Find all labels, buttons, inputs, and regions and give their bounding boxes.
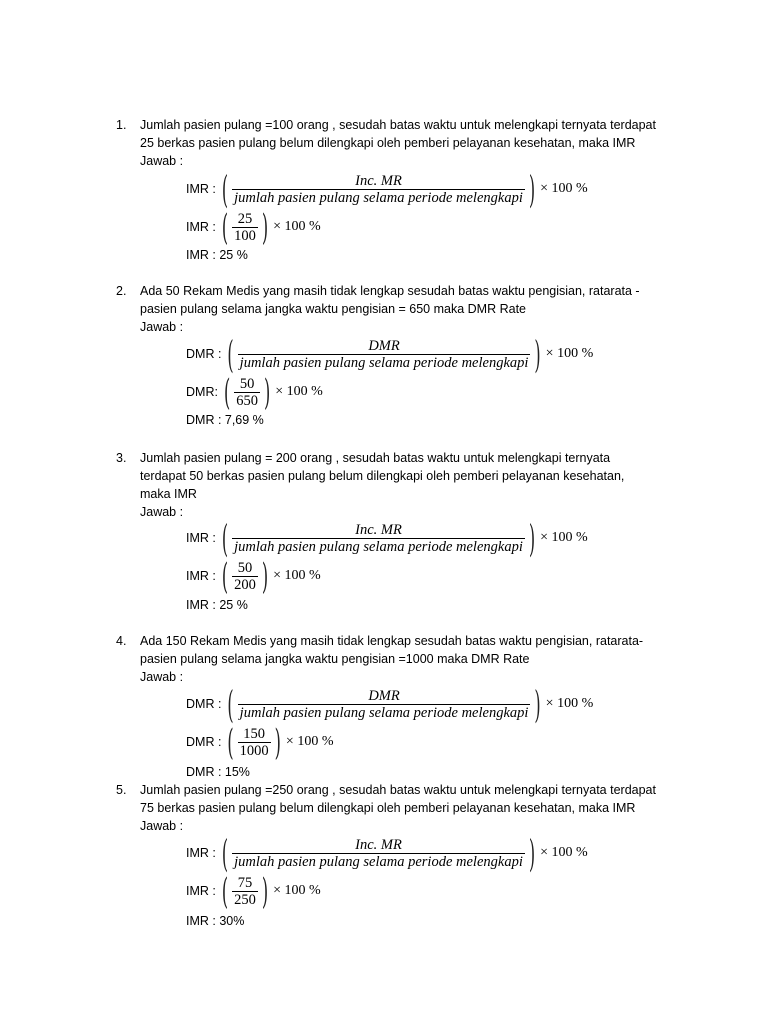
fraction	[230, 173, 527, 206]
fraction-numerator: Inc. MR	[355, 836, 402, 853]
calculation	[186, 872, 321, 910]
problem-line: Jumlah pasien pulang =250 orang , sesudah batas waktu untuk melengkapi ternyata terdapat	[140, 783, 656, 797]
calculation	[186, 373, 323, 411]
fraction-numerator: 50	[239, 375, 255, 392]
fraction	[230, 875, 260, 908]
fraction-denominator: jumlah pasien pulang selama periode melengkapi	[234, 853, 523, 870]
formula-label: DMR :	[186, 697, 222, 711]
fraction	[230, 211, 260, 244]
fraction	[230, 560, 260, 593]
calculation	[186, 723, 333, 761]
fraction	[236, 726, 273, 759]
fraction-numerator: 150	[243, 725, 266, 742]
fraction-denominator: jumlah pasien pulang selama periode melengkapi	[239, 704, 529, 721]
times-hundred-percent: × 100 %	[540, 530, 588, 545]
result: DMR : 15%	[186, 765, 250, 779]
times-hundred-percent: × 100 %	[545, 346, 594, 361]
fraction-denominator: 200	[234, 576, 256, 593]
fraction-numerator: DMR	[368, 337, 400, 354]
fraction-numerator: 50	[237, 559, 253, 576]
fraction	[236, 338, 533, 371]
left-paren: (	[227, 331, 234, 377]
problem-number: 1.	[116, 118, 127, 132]
formula-label: IMR :	[186, 531, 216, 545]
times-hundred-percent: × 100 %	[273, 883, 321, 898]
fraction-denominator: 1000	[239, 742, 269, 759]
right-paren: )	[534, 331, 541, 377]
right-paren: )	[534, 681, 541, 727]
problem-text	[140, 116, 685, 170]
fraction-numerator: Inc. MR	[355, 521, 402, 538]
fraction-denominator: jumlah pasien pulang selama periode melengkapi	[234, 538, 523, 555]
left-paren: (	[221, 830, 229, 876]
problem-number: 3.	[116, 451, 127, 465]
problem-number: 4.	[116, 634, 127, 648]
problem-text	[140, 781, 685, 835]
right-paren: )	[528, 515, 536, 561]
fraction-denominator: jumlah pasien pulang selama periode melengkapi	[239, 354, 529, 371]
right-paren: )	[274, 721, 281, 763]
fraction-denominator: 100	[234, 227, 256, 244]
result: IMR : 25 %	[186, 248, 248, 262]
problem-line: 75 berkas pasien pulang belum dilengkapi oleh pemberi pelayanan kesehatan, maka IMR	[140, 801, 636, 815]
answer-label: Jawab :	[140, 670, 184, 684]
general-formula	[186, 830, 588, 876]
problem-text	[140, 632, 685, 686]
fraction	[230, 837, 527, 870]
problem-text	[140, 282, 685, 336]
left-paren: (	[221, 515, 229, 561]
left-paren: (	[221, 870, 229, 912]
problem-line: terdapat 50 berkas pasien pulang belum dilengkapi oleh pemberi pelayanan kesehatan,	[140, 469, 625, 483]
problem-line: Ada 50 Rekam Medis yang masih tidak lengkap sesudah batas waktu pengisian, ratarata -	[140, 284, 640, 298]
right-paren: )	[261, 206, 269, 248]
calc-label: IMR :	[186, 884, 216, 898]
times-hundred-percent: × 100 %	[545, 696, 594, 711]
left-paren: (	[227, 681, 234, 727]
problem-line: Ada 150 Rekam Medis yang masih tidak lengkap sesudah batas waktu pengisian, ratarata-	[140, 634, 644, 648]
formula-label: IMR :	[186, 182, 216, 196]
fraction	[236, 688, 533, 721]
left-paren: (	[221, 166, 229, 212]
fraction-denominator: 250	[234, 891, 256, 908]
left-paren: (	[221, 555, 229, 597]
times-hundred-percent: × 100 %	[275, 384, 323, 399]
fraction-numerator: 25	[237, 210, 253, 227]
result: IMR : 30%	[186, 914, 245, 928]
times-hundred-percent: × 100 %	[540, 845, 588, 860]
answer-label: Jawab :	[140, 819, 184, 833]
calc-label: DMR :	[186, 735, 222, 749]
result: DMR : 7,69 %	[186, 413, 264, 427]
times-hundred-percent: × 100 %	[285, 734, 334, 749]
fraction-numerator: DMR	[368, 687, 400, 704]
calculation	[186, 557, 321, 595]
problem-line: pasien pulang selama jangka waktu pengisian =1000 maka DMR Rate	[140, 652, 530, 666]
formula-label: IMR :	[186, 846, 216, 860]
right-paren: )	[261, 870, 269, 912]
formula-label: DMR :	[186, 347, 222, 361]
times-hundred-percent: × 100 %	[273, 568, 321, 583]
calculation	[186, 208, 321, 246]
problem-line: Jumlah pasien pulang =100 orang , sesudah batas waktu untuk melengkapi ternyata terdapat	[140, 118, 656, 132]
times-hundred-percent: × 100 %	[540, 181, 588, 196]
right-paren: )	[261, 555, 269, 597]
left-paren: (	[221, 206, 229, 248]
general-formula	[186, 681, 594, 727]
calc-label: IMR :	[186, 220, 216, 234]
result: IMR : 25 %	[186, 598, 248, 612]
fraction-denominator: jumlah pasien pulang selama periode melengkapi	[234, 189, 523, 206]
fraction	[232, 376, 262, 409]
right-paren: )	[263, 371, 271, 413]
left-paren: (	[223, 371, 231, 413]
problem-number: 2.	[116, 284, 127, 298]
problem-text	[140, 449, 685, 521]
problem-line: pasien pulang selama jangka waktu pengisian = 650 maka DMR Rate	[140, 302, 526, 316]
fraction-numerator: Inc. MR	[355, 172, 402, 189]
general-formula	[186, 166, 588, 212]
problem-line: Jumlah pasien pulang = 200 orang , sesudah batas waktu untuk melengkapi ternyata	[140, 451, 611, 465]
fraction-denominator: 650	[236, 392, 258, 409]
problem-number: 5.	[116, 783, 127, 797]
problem-line: maka IMR	[140, 487, 197, 501]
left-paren: (	[227, 721, 234, 763]
answer-label: Jawab :	[140, 154, 184, 168]
general-formula	[186, 515, 588, 561]
general-formula	[186, 331, 594, 377]
calc-label: IMR :	[186, 569, 216, 583]
right-paren: )	[528, 830, 536, 876]
answer-label: Jawab :	[140, 320, 184, 334]
right-paren: )	[528, 166, 536, 212]
fraction	[230, 522, 527, 555]
problem-line: 25 berkas pasien pulang belum dilengkapi oleh pemberi pelayanan kesehatan, maka IMR	[140, 136, 636, 150]
times-hundred-percent: × 100 %	[273, 219, 321, 234]
answer-label: Jawab :	[140, 505, 184, 519]
calc-label: DMR:	[186, 385, 218, 399]
fraction-numerator: 75	[237, 874, 253, 891]
